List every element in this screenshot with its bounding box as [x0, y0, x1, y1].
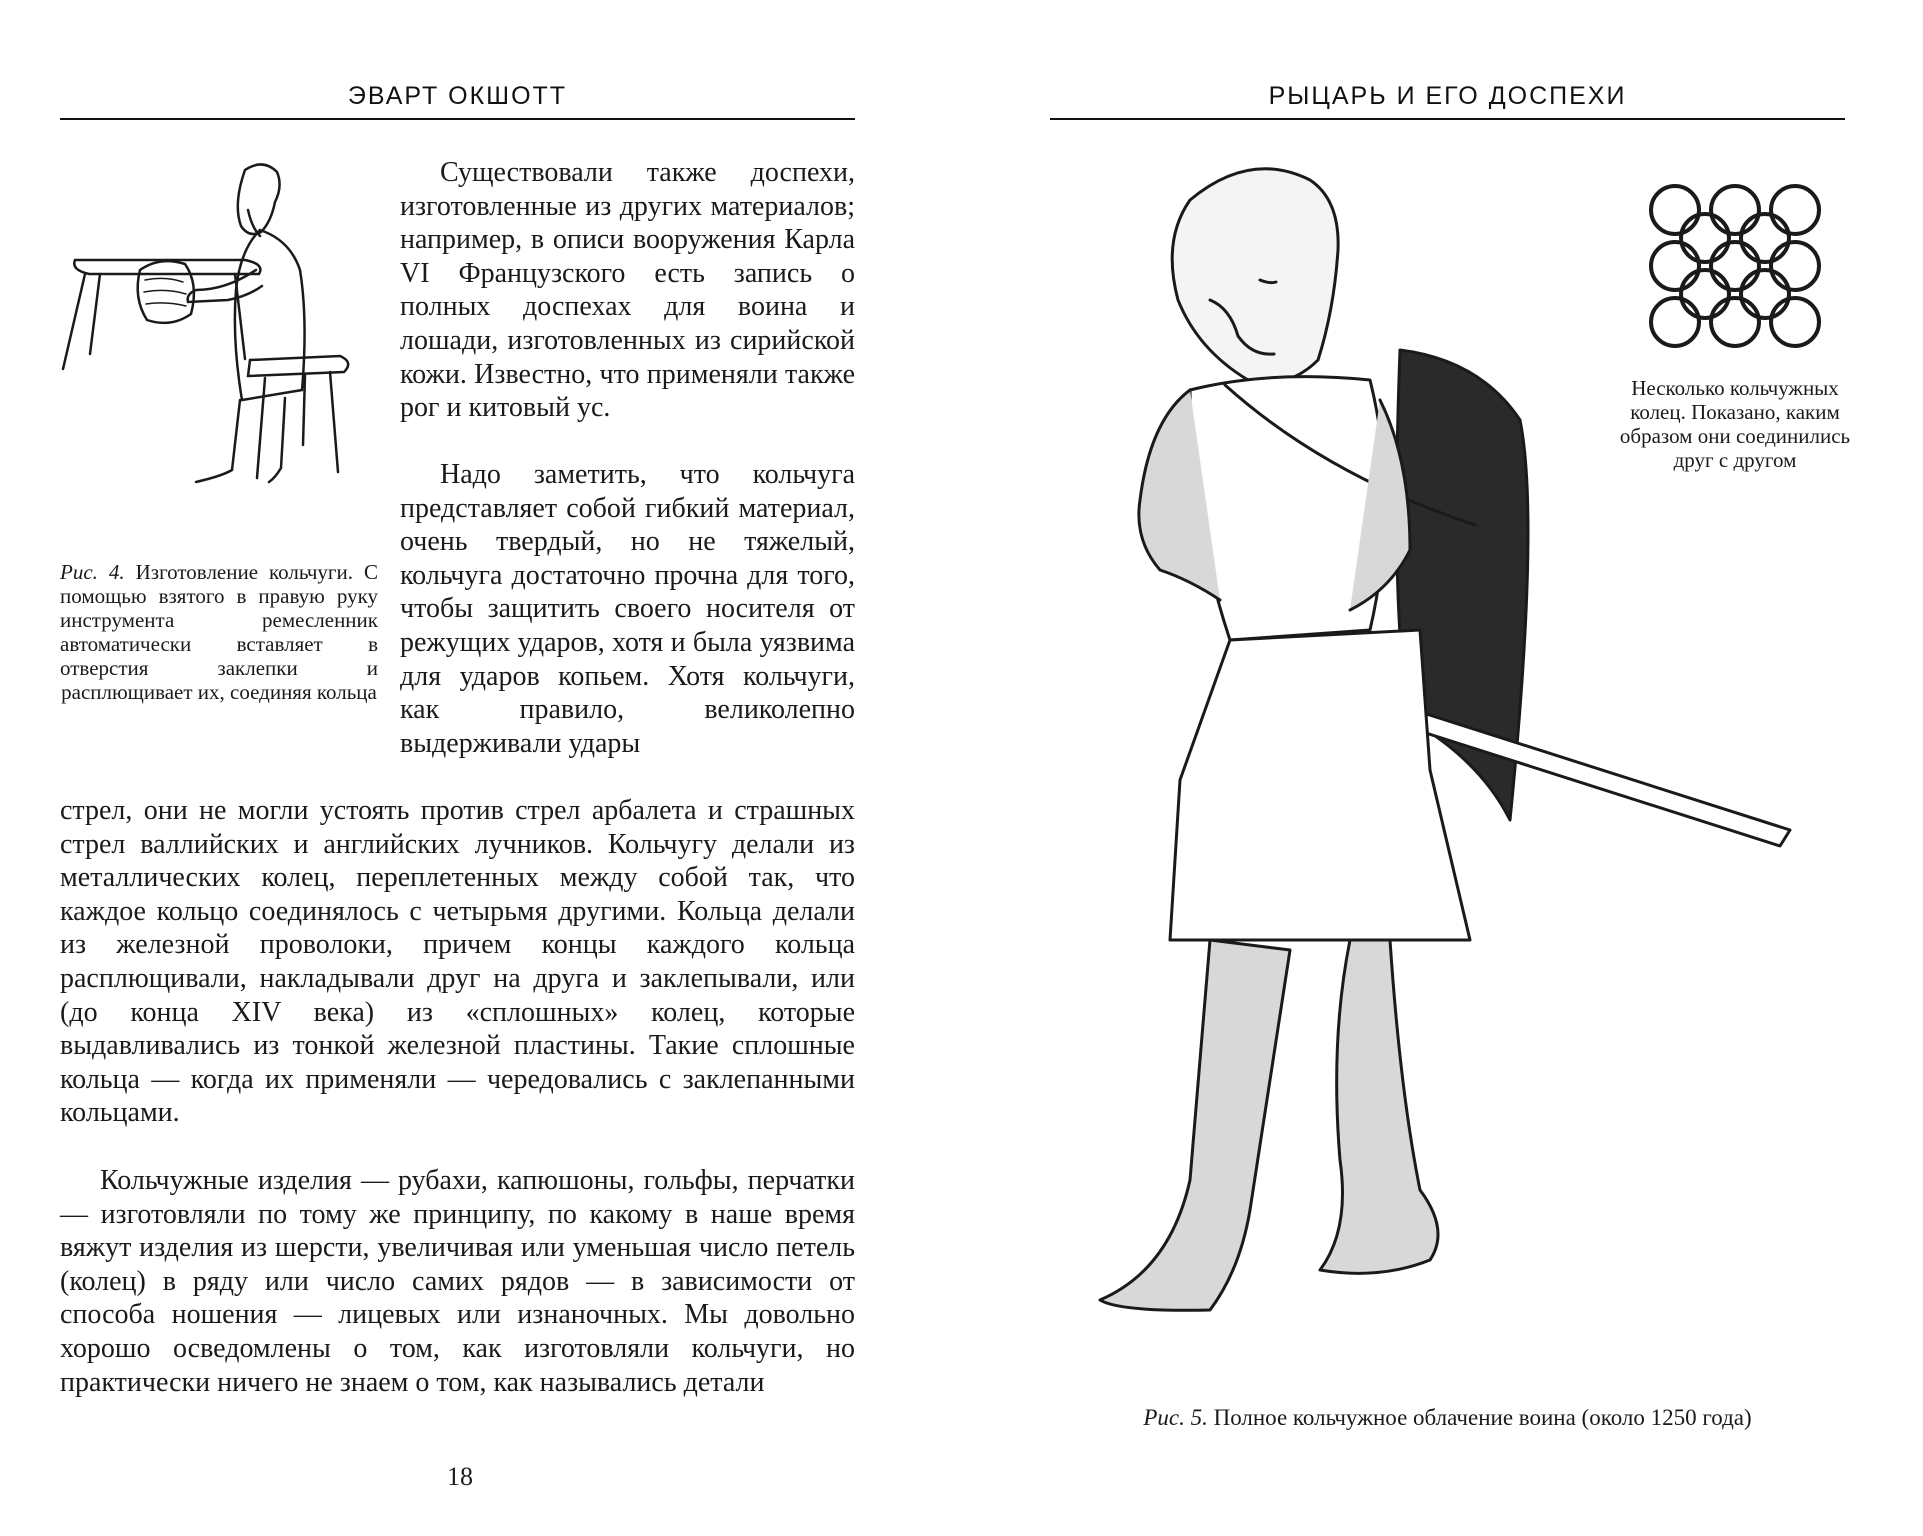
header-rule — [1050, 118, 1845, 120]
right-page — [960, 0, 1923, 1536]
header-rule — [60, 118, 855, 120]
paragraph-mail-properties: Надо заметить, что кольчуга представляет собой гибкий материал, очень твердый, но не тяжелый, кольчуга достаточно прочна для того, чтобы защитить своего носителя от режущих ударов, хотя и была уязвима для ударов копьем. Хотя кольчуги, как правило, великолепно выдерживали удары — [400, 459, 855, 759]
paragraph-mail-construction: стрел, они не могли устоять против стрел арбалета и страшных стрел валлийских и английских лучников. Кольчугу делали из металлических колец, переплетенных между собой так, что каждое кольцо соединялось с четырьмя другими. Кольца делали из железной проволоки, причем концы каждого кольца расплющивали, накладывали друг на друга и заклепывали, или (до конца XIV века) из «сплошных» колец, которые выдавливались из тонкой железной пластины. Такие сплошные кольца — когда их применяли — чередовались с заклепанными кольцами. — [60, 795, 855, 1129]
figure-5-caption — [1050, 1405, 1845, 1431]
figure-5-label: Рис. 5. — [1143, 1405, 1208, 1430]
figure-5-caption-text: Полное кольчужное облачение воина (около 1250 года) — [1207, 1405, 1752, 1430]
paragraph-other-materials: Существовали также доспехи, изготовленные из других материалов; например, в описи вооружения Карла VI Французского есть запись о полных доспехах для воина и лошади, изготовленных из сирийской кожи. Известно, что применяли также рог и китовый ус. — [400, 157, 855, 424]
figure-4-caption-text: Изготовление кольчуги. С помощью взятого в правую руку инструмента ремесленник автоматически вставляет в отверстия заклепки и расплющивает их, соединяя кольца — [60, 560, 378, 704]
figure-4-label: Рис. 4. — [60, 560, 125, 584]
running-head-author: ЭВАРТ ОКШОТТ — [347, 82, 568, 110]
chainmail-rings-illustration — [1640, 180, 1830, 350]
figure-4-craftsman-illustration — [60, 150, 390, 550]
left-page — [0, 0, 960, 1536]
running-head-title: РЫЦАРЬ И ЕГО ДОСПЕХИ — [1268, 82, 1627, 110]
rings-caption: Несколько кольчужных колец. Показано, каким образом они соединились друг с другом — [1619, 376, 1851, 472]
figure-4-caption — [60, 560, 378, 704]
page-number: 18 — [447, 1462, 473, 1491]
paragraph-mail-garments: Кольчужные изделия — рубахи, капюшоны, гольфы, перчатки — изготовляли по тому же принципу, по какому в наше время вяжут изделия из шерсти, увеличивая или уменьшая число петель (колец) в ряду или число самих рядов — в зависимости от способа ношения — лицевых или изнаночных. Мы довольно хорошо осведомлены о том, как изготовляли кольчуги, но практически ничего не знаем о том, как назывались детали — [60, 1165, 855, 1398]
